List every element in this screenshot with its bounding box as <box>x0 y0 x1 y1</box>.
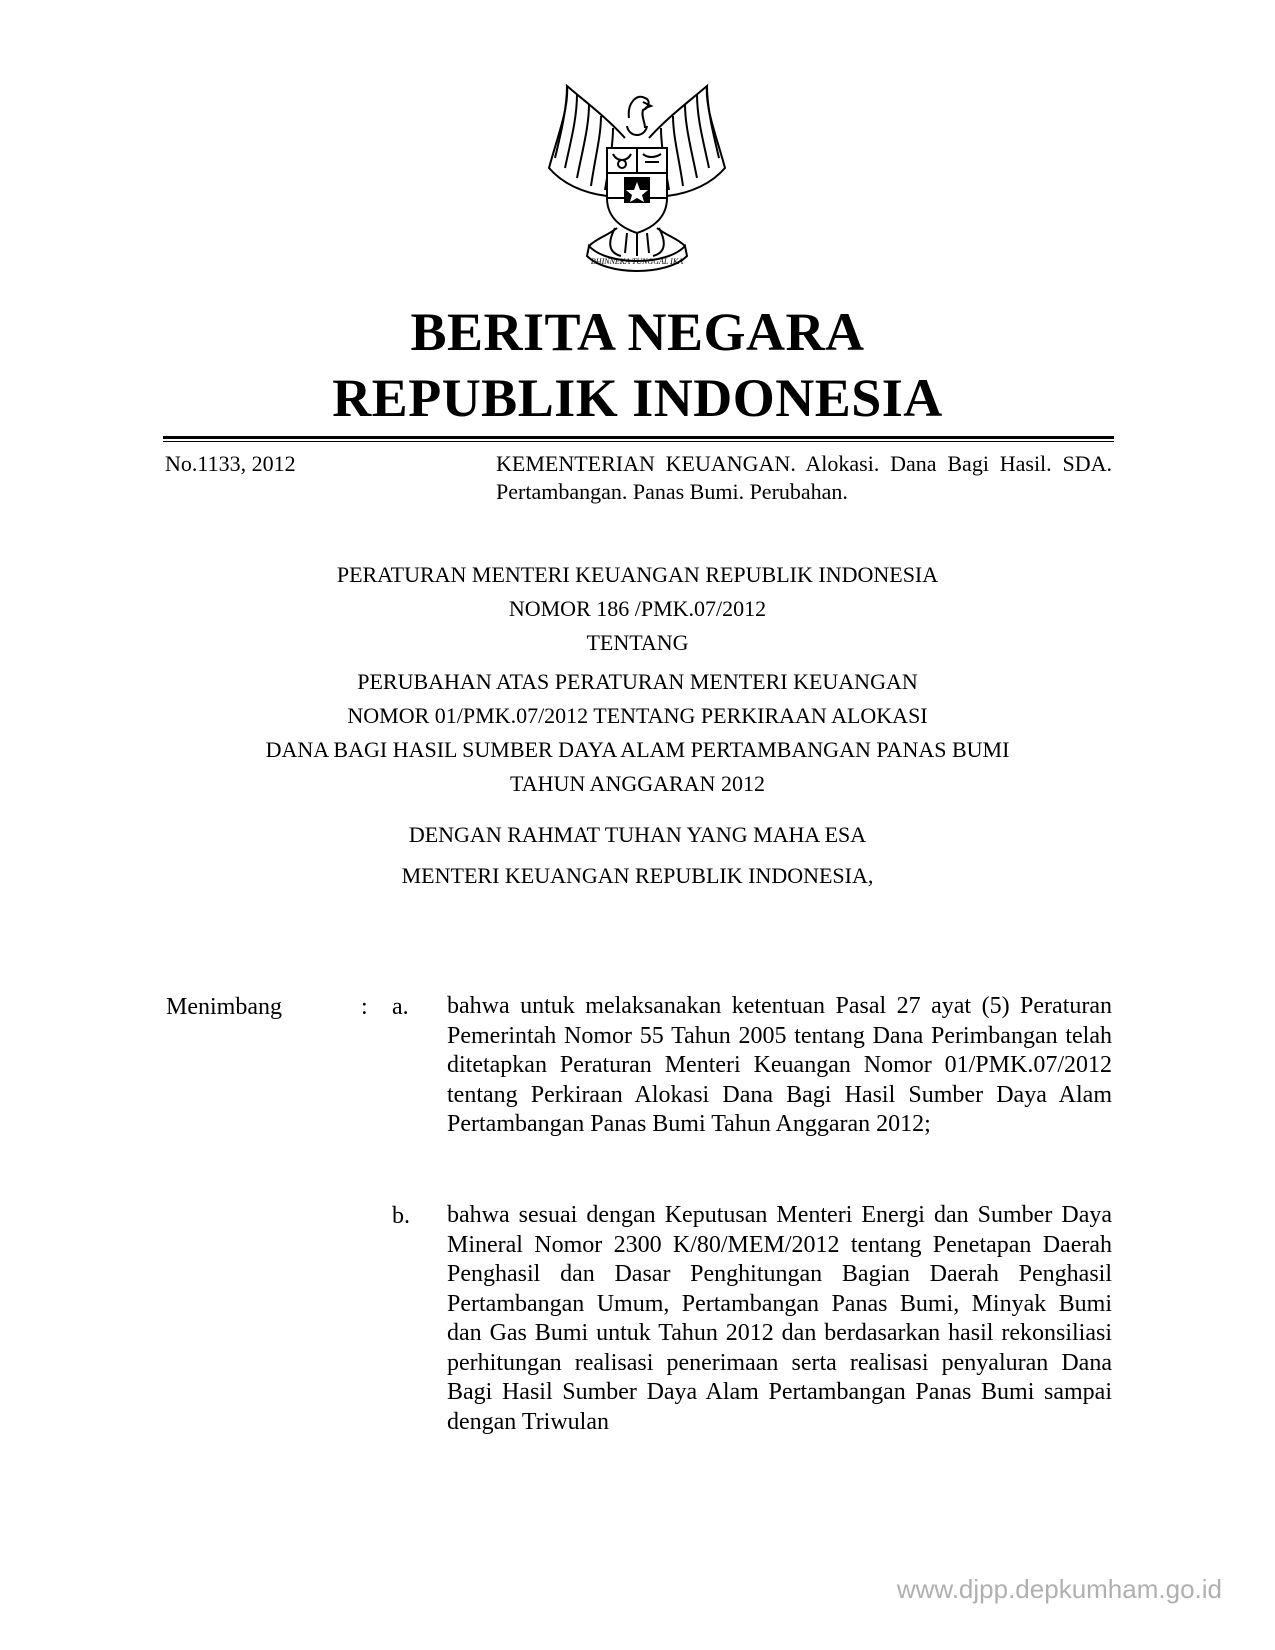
regulation-issuer: PERATURAN MENTERI KEUANGAN REPUBLIK INDONESIA <box>336 562 939 587</box>
regulation-title-line: TAHUN ANGGARAN 2012 <box>510 771 765 796</box>
header-divider-thin <box>163 441 1114 442</box>
considerations-label: Menimbang <box>166 994 282 1020</box>
regulation-number: NOMOR 186 /PMK.07/2012 <box>508 596 767 621</box>
garuda-pancasila-emblem <box>537 78 737 278</box>
footer-watermark: www.djpp.depkumham.go.id <box>896 1574 1222 1604</box>
consideration-text: bahwa sesuai dengan Keputusan Menteri Energi dan Sumber Daya Mineral Nomor 2300 K/80/MEM/2012 tentang Penetapan Daerah Penghasil dan Dasar Penghitungan Bagian Daerah Penghasil Pertambangan Umum, Pertambangan Panas Bumi, Minyak Bumi dan Gas Bumi untuk Tahun 2012 dan berdasarkan hasil rekonsiliasi perhitungan realisasi penerimaan serta realisasi penyaluran Dana Bagi Hasil Sumber Daya Alam Pertambangan Panas Bumi sampai dengan Triwulan <box>447 1202 1112 1435</box>
regulation-about: TENTANG <box>586 630 689 655</box>
invocation: DENGAN RAHMAT TUHAN YANG MAHA ESA <box>408 822 867 847</box>
considerations-colon: : <box>361 994 368 1020</box>
minister-title: MENTERI KEUANGAN REPUBLIK INDONESIA, <box>401 863 874 888</box>
gazette-number: No.1133, 2012 <box>165 451 296 476</box>
gazette-title: BERITA NEGARA <box>410 302 865 362</box>
emblem-motto: BHINNEKA TUNGGAL IKA <box>590 257 684 266</box>
regulation-title-line: PERUBAHAN ATAS PERATURAN MENTERI KEUANGAN <box>357 669 918 694</box>
regulation-title-line: DANA BAGI HASIL SUMBER DAYA ALAM PERTAMBANGAN PANAS BUMI <box>265 737 1010 762</box>
header-divider <box>163 436 1114 439</box>
gazette-title-country: REPUBLIK INDONESIA <box>332 368 943 428</box>
consideration-text: bahwa untuk melaksanakan ketentuan Pasal 27 ayat (5) Peraturan Pemerintah Nomor 55 Tahun 2005 tentang Dana Perimbangan telah ditetapkan Peraturan Menteri Keuangan Nomor 01/PMK.07/2012 tentang Perkiraan Alokasi Dana Bagi Hasil Sumber Daya Alam Pertambangan Panas Bumi Tahun Anggaran 2012; <box>447 993 1112 1137</box>
gazette-subject: KEMENTERIAN KEUANGAN. Alokasi. Dana Bagi Hasil. SDA. Pertambangan. Panas Bumi. Perubahan. <box>496 451 1112 504</box>
regulation-title-line: NOMOR 01/PMK.07/2012 TENTANG PERKIRAAN ALOKASI <box>347 703 928 728</box>
consideration-marker: a. <box>392 994 409 1020</box>
consideration-marker: b. <box>392 1203 410 1229</box>
